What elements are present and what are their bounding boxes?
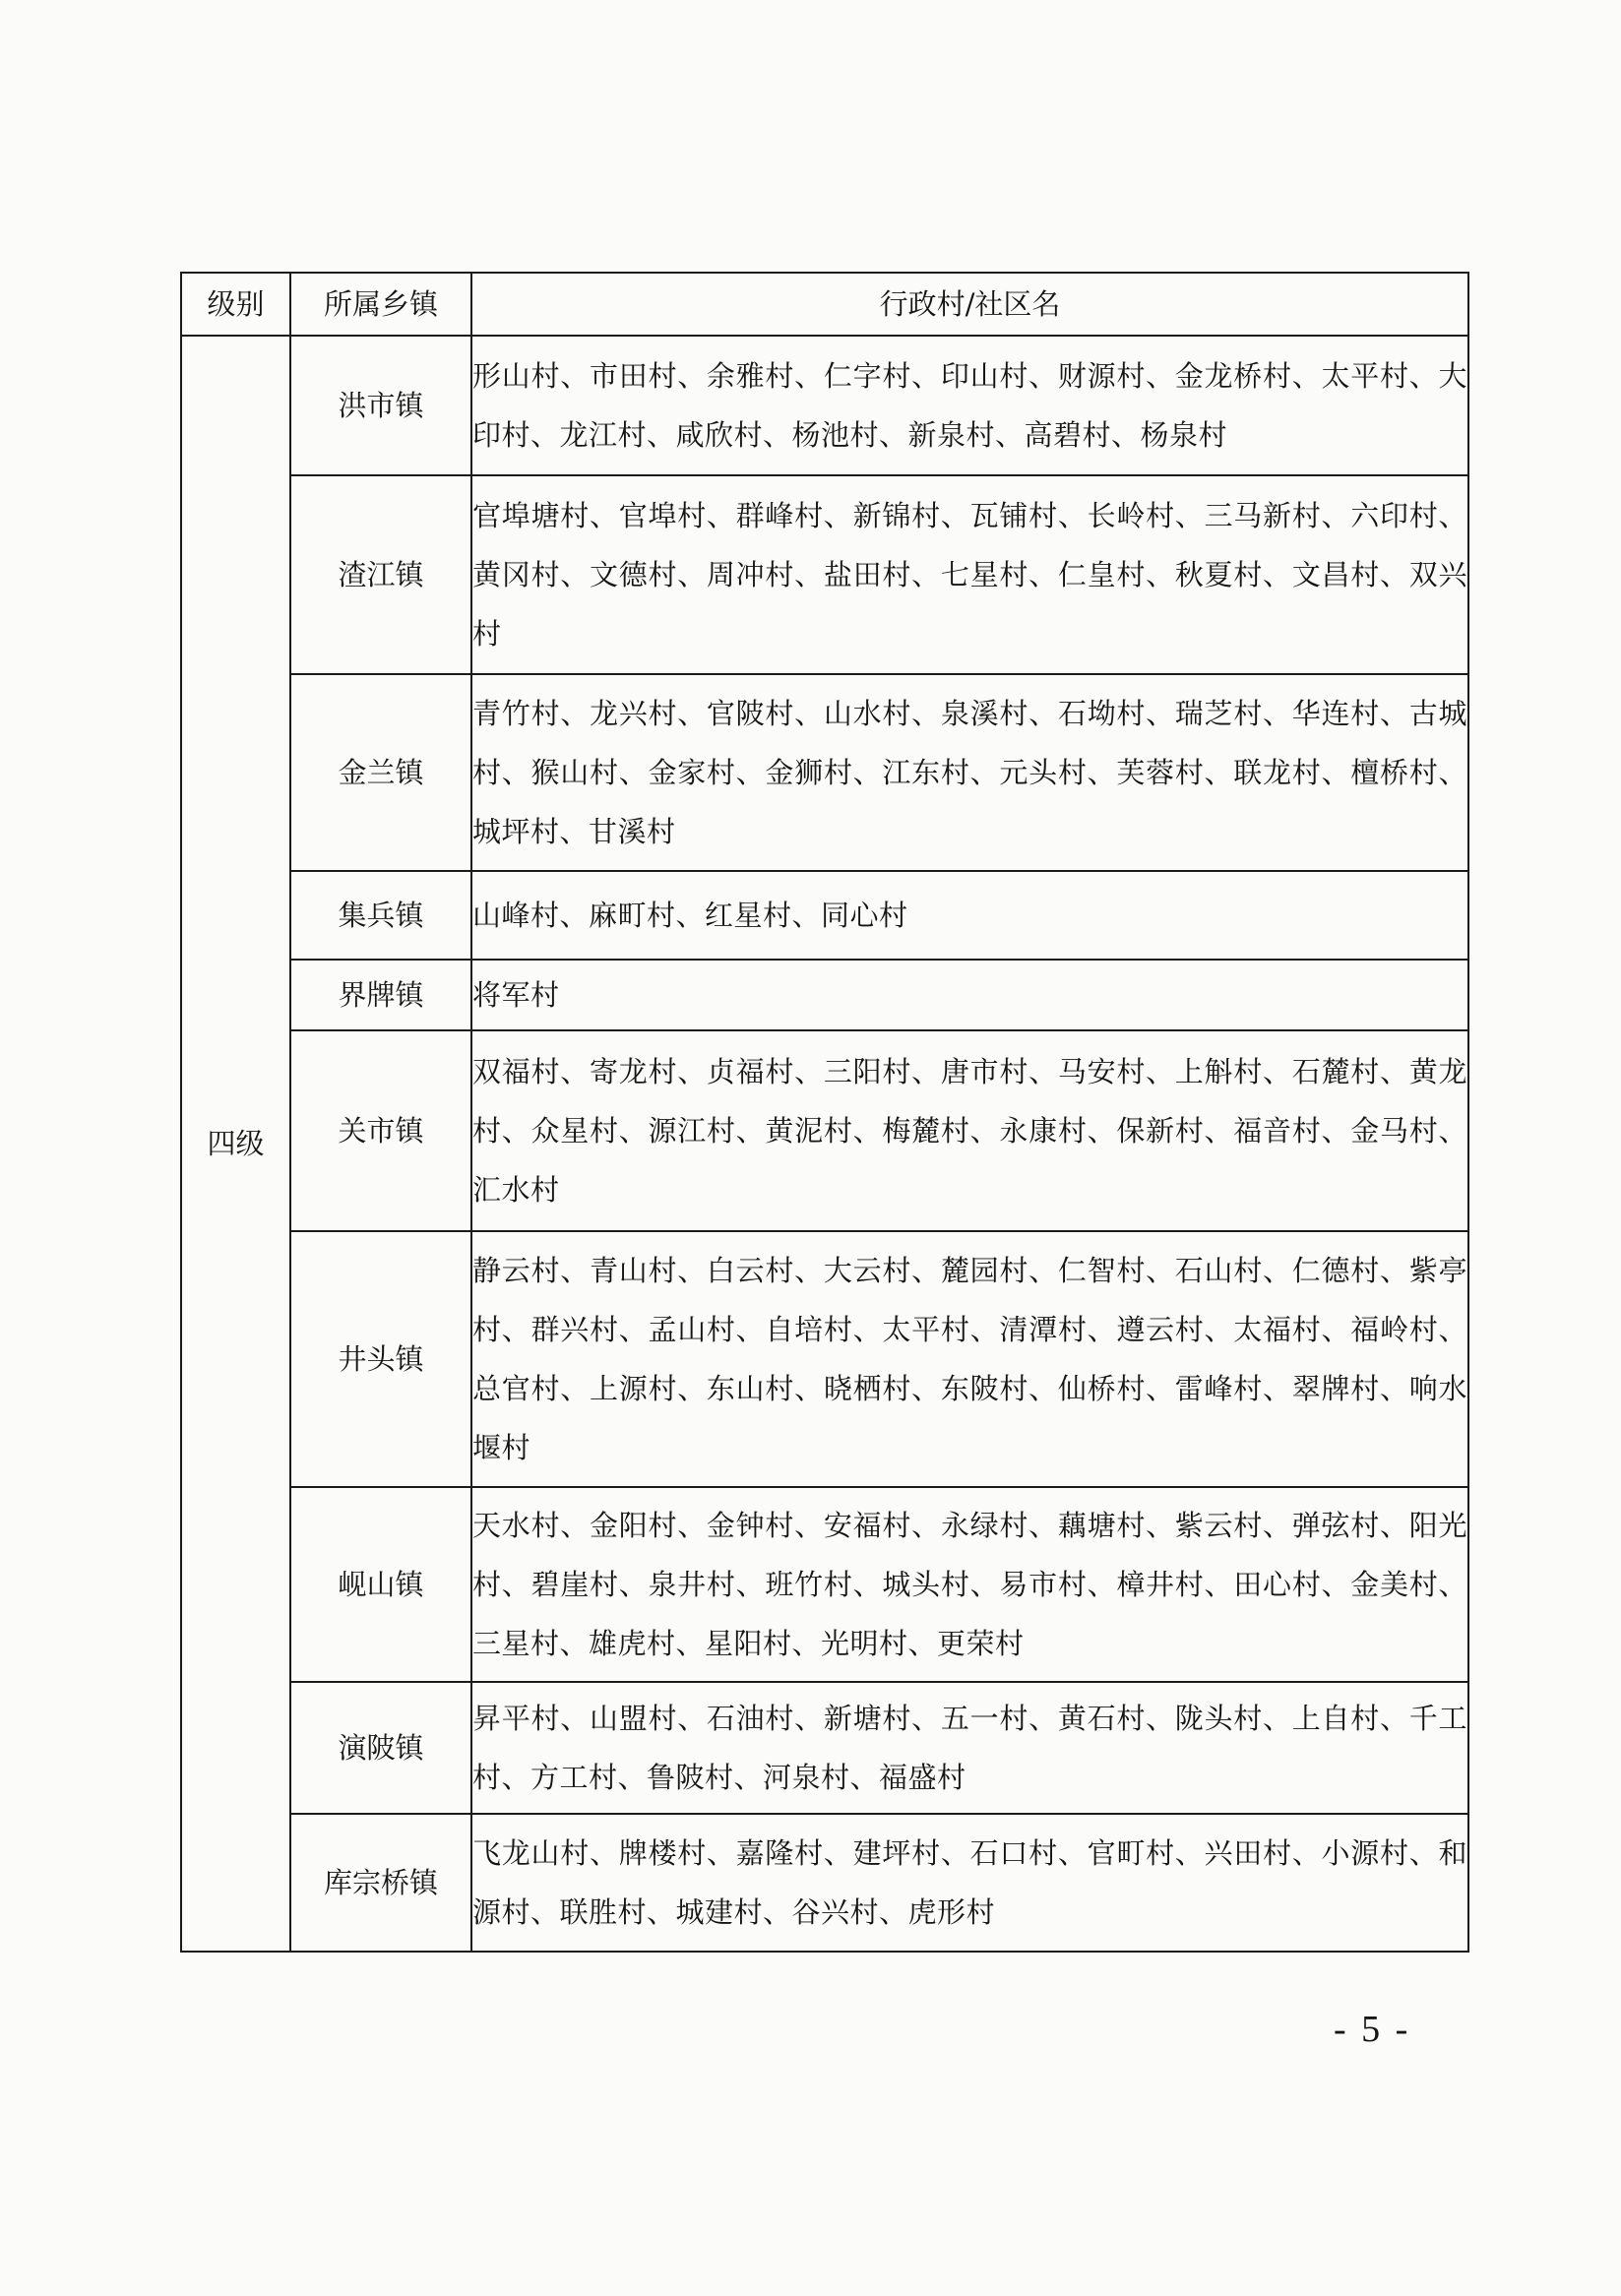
table-row — [181, 871, 1468, 960]
villages-cell: 官埠塘村、官埠村、群峰村、新锦村、瓦铺村、长岭村、三马新村、六印村、黄冈村、文德村、周冲村、盐田村、七星村、仁皇村、秋夏村、文昌村、双兴村 — [471, 475, 1468, 674]
village-table — [180, 272, 1469, 1953]
villages-cell: 天水村、金阳村、金钟村、安福村、永绿村、藕塘村、紫云村、弹弦村、阳光村、碧崖村、泉井村、班竹村、城头村、易市村、樟井村、田心村、金美村、三星村、雄虎村、星阳村、光明村、更荣村 — [471, 1487, 1468, 1682]
page-number: - 5 - — [1334, 2009, 1411, 2050]
town-cell: 渣江镇 — [290, 475, 471, 674]
table-header-row — [181, 273, 1468, 336]
town-cell: 演陂镇 — [290, 1682, 471, 1814]
town-cell: 金兰镇 — [290, 674, 471, 871]
header-villages: 行政村/社区名 — [471, 273, 1468, 336]
town-cell: 集兵镇 — [290, 871, 471, 960]
villages-cell: 青竹村、龙兴村、官陂村、山水村、泉溪村、石坳村、瑞芝村、华连村、古城村、猴山村、金家村、金狮村、江东村、元头村、芙蓉村、联龙村、檀桥村、城坪村、甘溪村 — [471, 674, 1468, 871]
town-cell: 井头镇 — [290, 1231, 471, 1487]
table-row — [181, 475, 1468, 674]
villages-cell: 静云村、青山村、白云村、大云村、麓园村、仁智村、石山村、仁德村、紫亭村、群兴村、孟山村、自培村、太平村、清潭村、遵云村、太福村、福岭村、总官村、上源村、东山村、晓栖村、东陂村、仙桥村、雷峰村、翠牌村、响水堰村 — [471, 1231, 1468, 1487]
villages-cell: 形山村、市田村、余雅村、仁字村、印山村、财源村、金龙桥村、太平村、大印村、龙江村、咸欣村、杨池村、新泉村、高碧村、杨泉村 — [471, 336, 1468, 475]
table-row — [181, 1682, 1468, 1814]
table-row — [181, 1030, 1468, 1231]
town-cell: 洪市镇 — [290, 336, 471, 475]
villages-cell: 山峰村、麻町村、红星村、同心村 — [471, 871, 1468, 960]
level-cell: 四级 — [181, 336, 290, 1952]
header-level: 级别 — [181, 273, 290, 336]
villages-cell: 双福村、寄龙村、贞福村、三阳村、唐市村、马安村、上斛村、石麓村、黄龙村、众星村、源江村、黄泥村、梅麓村、永康村、保新村、福音村、金马村、汇水村 — [471, 1030, 1468, 1231]
town-cell: 库宗桥镇 — [290, 1814, 471, 1952]
table-row — [181, 1487, 1468, 1682]
villages-cell: 将军村 — [471, 960, 1468, 1030]
header-town: 所属乡镇 — [290, 273, 471, 336]
town-cell: 岘山镇 — [290, 1487, 471, 1682]
town-cell: 界牌镇 — [290, 960, 471, 1030]
table-row — [181, 960, 1468, 1030]
town-cell: 关市镇 — [290, 1030, 471, 1231]
table-row — [181, 1231, 1468, 1487]
table-row — [181, 336, 1468, 475]
villages-cell: 昇平村、山盟村、石油村、新塘村、五一村、黄石村、陇头村、上自村、千工村、方工村、鲁陂村、河泉村、福盛村 — [471, 1682, 1468, 1814]
table-row — [181, 674, 1468, 871]
villages-cell: 飞龙山村、牌楼村、嘉隆村、建坪村、石口村、官町村、兴田村、小源村、和源村、联胜村、城建村、谷兴村、虎形村 — [471, 1814, 1468, 1952]
table-row — [181, 1814, 1468, 1952]
